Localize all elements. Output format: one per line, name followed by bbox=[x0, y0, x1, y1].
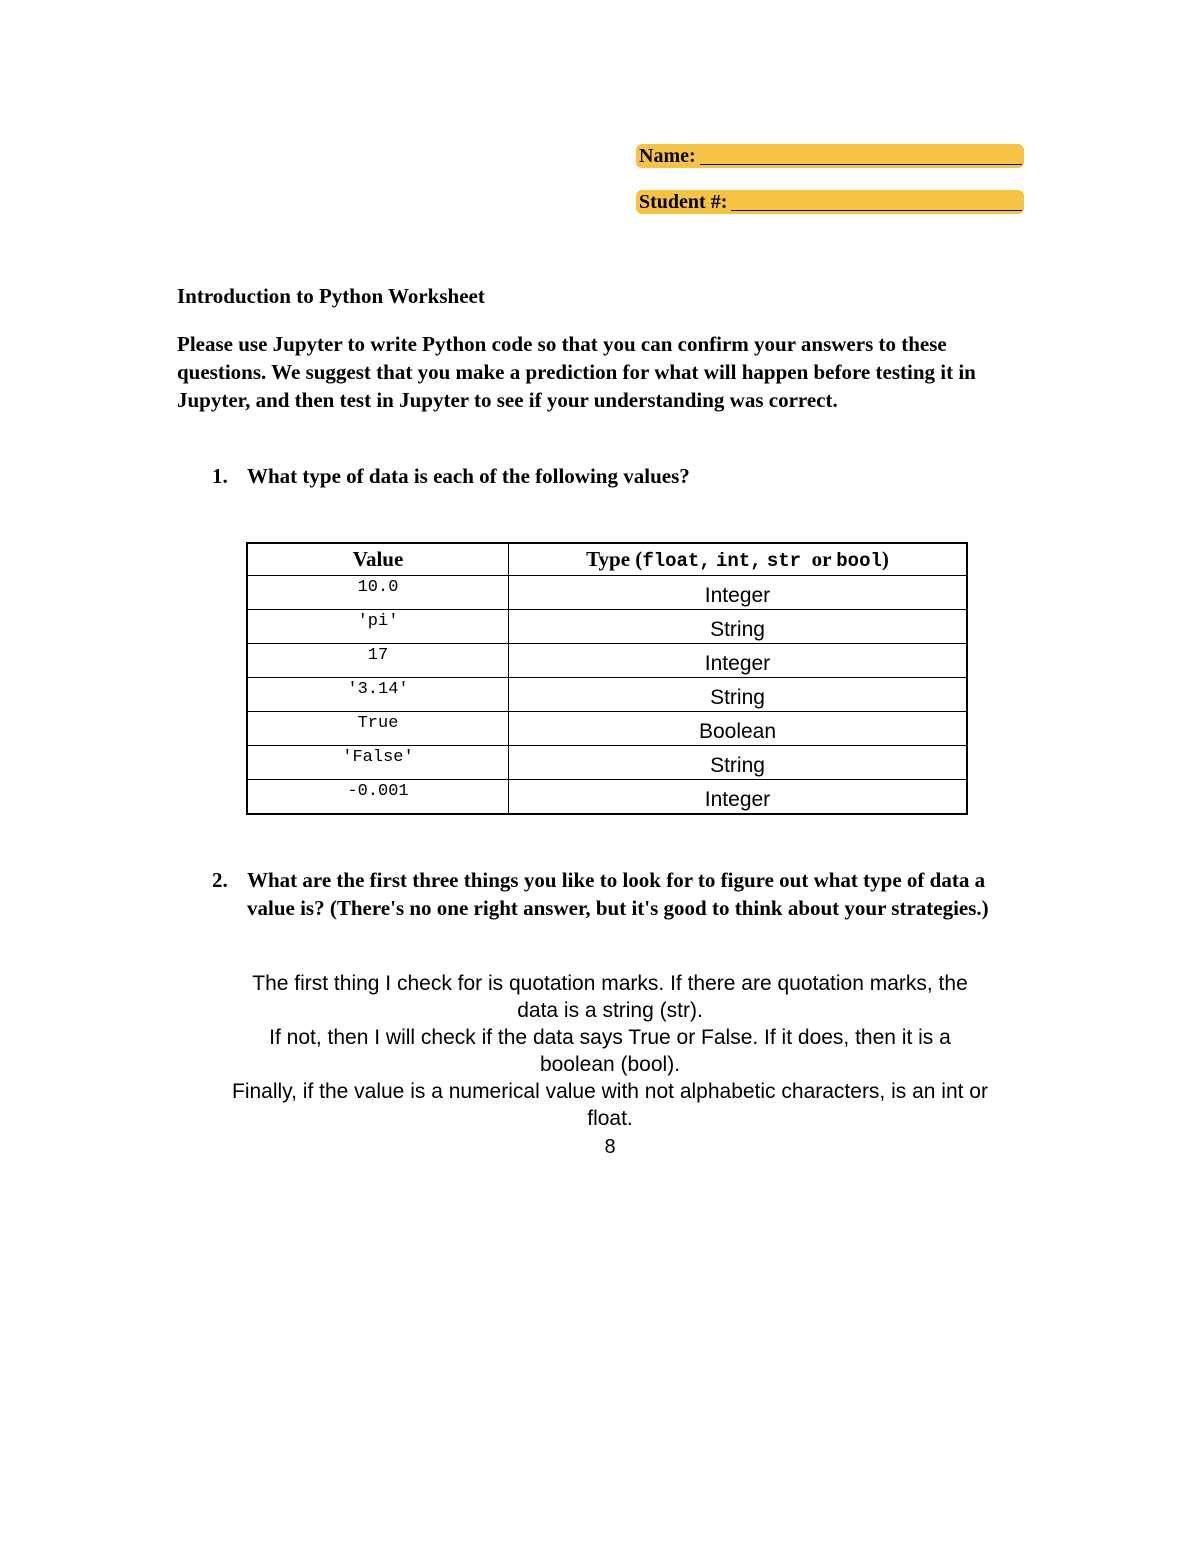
type-header-or: or bbox=[811, 547, 832, 571]
student-number-label: Student #: bbox=[639, 191, 728, 213]
type-header-suffix: ) bbox=[881, 547, 889, 571]
value-cell: 'False' bbox=[247, 746, 509, 780]
type-header-str: str bbox=[766, 550, 802, 572]
question-1-number: 1. bbox=[212, 464, 228, 488]
intro-paragraph: Please use Jupyter to write Python code so that you can confirm your answers to these questions. We suggest that you make a prediction for what will happen before testing it in Jupyter, and then test in Jupyter to see if your understanding was correct. bbox=[177, 332, 976, 412]
table-row bbox=[247, 746, 967, 780]
value-cell: 10.0 bbox=[247, 576, 509, 610]
type-answer-cell[interactable]: String bbox=[509, 678, 968, 712]
value-cell: '3.14' bbox=[247, 678, 509, 712]
question-2 bbox=[212, 866, 1012, 922]
type-header-float: float, bbox=[642, 550, 711, 572]
data-types-table bbox=[246, 542, 968, 815]
name-blank-line[interactable] bbox=[700, 147, 1022, 165]
question-1 bbox=[212, 462, 1012, 490]
question-2-number: 2. bbox=[212, 868, 228, 892]
value-cell: 17 bbox=[247, 644, 509, 678]
question-1-text: What type of data is each of the following values? bbox=[247, 464, 690, 488]
type-answer-cell[interactable]: Integer bbox=[509, 644, 968, 678]
table-row bbox=[247, 678, 967, 712]
name-label: Name: bbox=[639, 145, 696, 167]
type-header-int: int, bbox=[715, 550, 762, 572]
table-row bbox=[247, 712, 967, 746]
type-header-prefix: Type ( bbox=[586, 547, 643, 571]
page-number: 8 bbox=[604, 1136, 616, 1158]
type-answer-cell[interactable]: Integer bbox=[509, 576, 968, 610]
value-cell: -0.001 bbox=[247, 780, 509, 815]
table-row bbox=[247, 610, 967, 644]
type-header-bool: bool bbox=[836, 550, 882, 572]
value-column-header: Value bbox=[247, 543, 509, 576]
worksheet-title: Introduction to Python Worksheet bbox=[177, 284, 485, 308]
table-row bbox=[247, 644, 967, 678]
student-number-field[interactable] bbox=[636, 190, 1024, 214]
type-answer-cell[interactable]: String bbox=[509, 746, 968, 780]
type-answer-cell[interactable]: String bbox=[509, 610, 968, 644]
answer-line-1: The first thing I check for is quotation marks. If there are quotation marks, the data is a string (str). bbox=[252, 972, 968, 1022]
value-cell: 'pi' bbox=[247, 610, 509, 644]
question-2-answer[interactable] bbox=[230, 970, 990, 1132]
type-answer-cell[interactable]: Boolean bbox=[509, 712, 968, 746]
type-answer-cell[interactable]: Integer bbox=[509, 780, 968, 815]
table-row bbox=[247, 780, 967, 815]
table-row bbox=[247, 576, 967, 610]
student-number-blank-line[interactable] bbox=[731, 193, 1022, 211]
answer-line-2: If not, then I will check if the data says True or False. If it does, then it is a boolean (bool). bbox=[269, 1026, 951, 1076]
type-column-header bbox=[509, 543, 968, 576]
value-cell: True bbox=[247, 712, 509, 746]
question-2-text: What are the first three things you like to look for to figure out what type of data a value is? (There's no one right answer, but it's good to think about your strategies.) bbox=[247, 868, 989, 920]
name-field[interactable] bbox=[636, 144, 1024, 168]
table-header-row bbox=[247, 543, 967, 576]
answer-line-3: Finally, if the value is a numerical value with not alphabetic characters, is an int or float. bbox=[232, 1080, 988, 1130]
